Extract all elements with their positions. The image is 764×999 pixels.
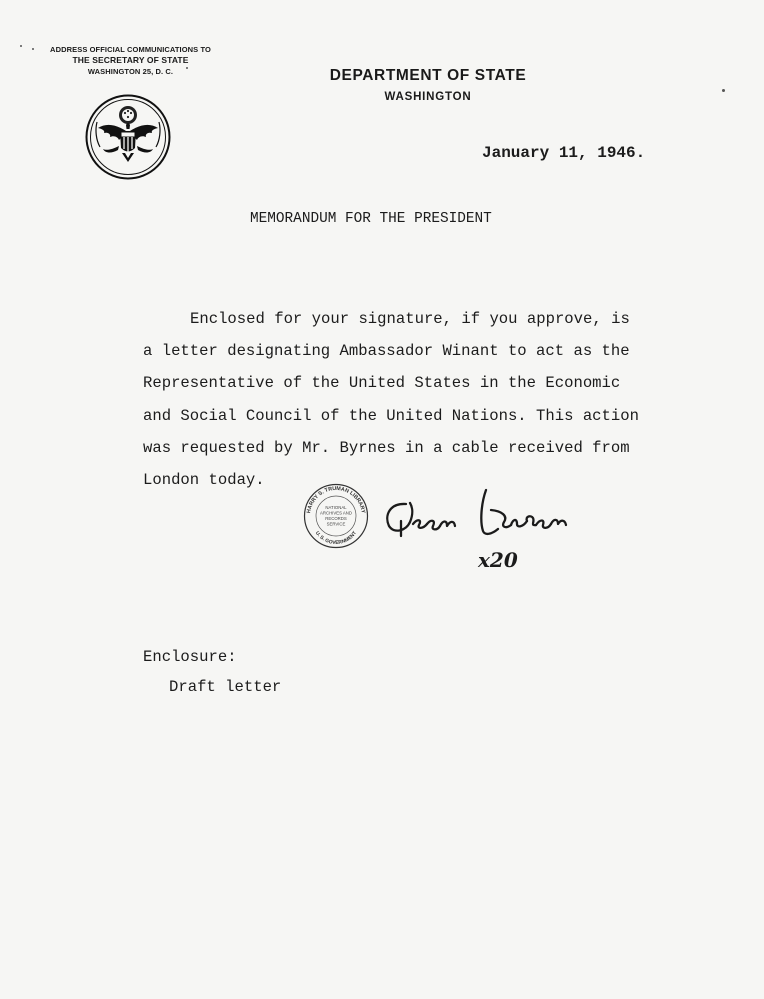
paper-speck [722, 89, 725, 92]
memo-heading: MEMORANDUM FOR THE PRESIDENT [250, 211, 492, 227]
department-name: DEPARTMENT OF STATE [329, 67, 527, 84]
stamp-center-line: NATIONAL [325, 505, 347, 510]
address-line: WASHINGTON 25, D. C. [87, 67, 174, 76]
paper-speck [20, 45, 22, 47]
letterhead-address [48, 44, 213, 77]
archive-stamp [303, 483, 369, 549]
body-line: a letter designating Ambassador Winant to act as the [143, 342, 630, 361]
body-line: Representative of the United States in the Economic [143, 374, 621, 393]
department-city: WASHINGTON [384, 91, 472, 103]
memo-date: January 11, 1946. [482, 144, 646, 162]
enclosure-label: Enclosure: [143, 648, 237, 666]
body-line: London today. [143, 471, 265, 490]
stamp-bottom-text: U. S. GOVERNMENT [313, 530, 359, 547]
great-seal-icon [85, 94, 171, 180]
enclosure-item: Draft letter [169, 678, 282, 696]
stamp-ring-text: HARRY S. TRUMAN LIBRARY [306, 485, 366, 514]
stamp-center-line: ARCHIVES AND [320, 510, 352, 516]
stamp-center-line: SERVICE [326, 521, 346, 527]
body-line: Enclosed for your signature, if you approve, is [190, 310, 630, 328]
stamp-center-line: RECORDS [325, 516, 347, 521]
handwritten-note: x20 [478, 548, 518, 572]
handwritten-signature [380, 482, 598, 572]
body-line: and Social Council of the United Nations. This action [143, 406, 639, 425]
address-line: ADDRESS OFFICIAL COMMUNICATIONS TO [50, 45, 211, 54]
letterhead-department [315, 66, 541, 106]
address-line: THE SECRETARY OF STATE [72, 55, 189, 65]
memo-body [143, 303, 639, 496]
paper-speck [32, 48, 34, 50]
body-line: was requested by Mr. Byrnes in a cable received from [143, 438, 630, 457]
